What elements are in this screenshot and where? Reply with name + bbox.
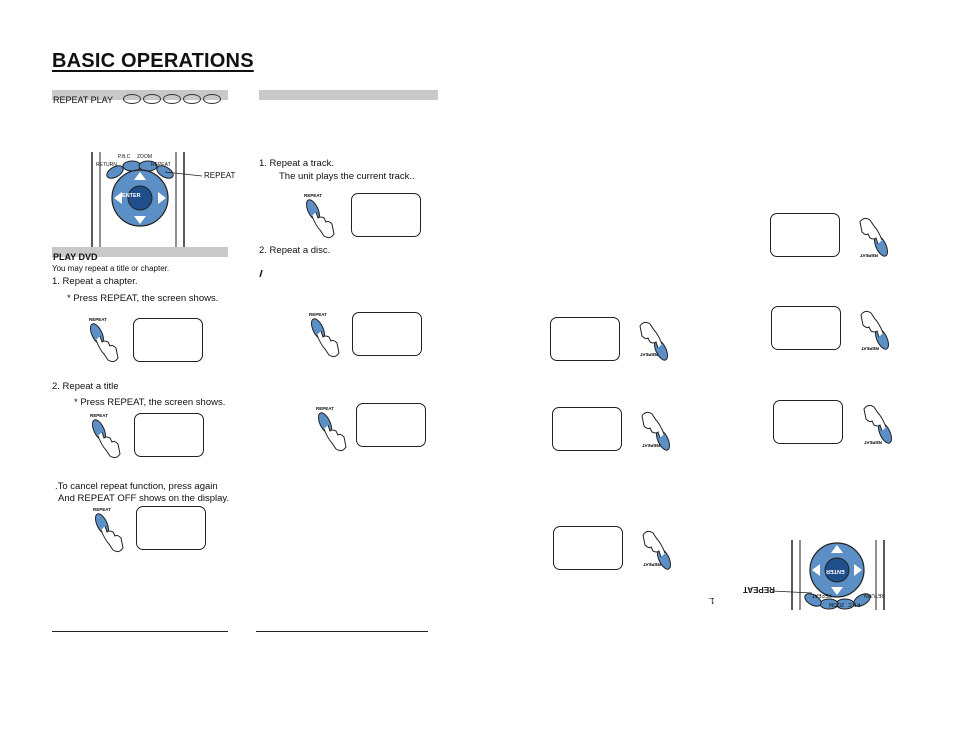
disc-icon (203, 94, 221, 104)
finger-press-icon (93, 512, 129, 556)
cd-step1: 1. Repeat a track. (259, 158, 334, 169)
display-screen (553, 526, 623, 570)
disc-type-icons (123, 94, 221, 104)
play-dvd-step2-note: * Press REPEAT, the screen shows. (74, 397, 226, 408)
play-dvd-step1-note: * Press REPEAT, the screen shows. (67, 293, 219, 304)
key-zoom-label: ZOOM (137, 154, 152, 160)
display-screen (356, 403, 426, 447)
repeat-button-label: REPEAT (643, 562, 661, 567)
display-screen (552, 407, 622, 451)
key-pbc-label: P.B.C (848, 601, 861, 607)
display-screen (133, 318, 203, 362)
repeat-button-label: REPEAT (304, 193, 322, 198)
disc-icon (123, 94, 141, 104)
page-title: BASIC OPERATIONS (52, 50, 254, 72)
finger-press-icon (88, 322, 124, 366)
finger-press-icon (854, 214, 890, 258)
callout-line (772, 580, 812, 596)
finger-press-icon (309, 317, 345, 361)
key-repeat-label: REPEAT (151, 162, 171, 168)
cancel-line-1: .To cancel repeat function, press again (55, 481, 218, 492)
finger-press-icon (858, 401, 894, 445)
repeat-button-label: REPEAT (864, 440, 882, 445)
key-pbc-label: P.B.C (118, 154, 131, 160)
finger-press-icon (90, 418, 126, 462)
repeat-button-label: REPEAT (90, 413, 108, 418)
key-return-label: RETURN (864, 592, 885, 598)
display-screen (550, 317, 620, 361)
remote-callout-label: REPEAT (204, 171, 236, 180)
repeat-button-label: REPEAT (642, 443, 660, 448)
disc-icon (183, 94, 201, 104)
cd-step2: 2. Repeat a disc. (259, 245, 331, 256)
remote-callout-label: REPEAT (743, 585, 775, 594)
play-dvd-bar (52, 247, 228, 262)
display-screen (351, 193, 421, 237)
footer-rule (52, 631, 228, 632)
repeat-button-label: REPEAT (861, 346, 879, 351)
repeat-button-label: REPEAT (309, 312, 327, 317)
key-enter-label: ENTER (826, 568, 845, 574)
key-repeat-label: REPEAT (812, 592, 832, 598)
disc-icon (143, 94, 161, 104)
key-return-label: RETURN (96, 162, 117, 168)
display-screen (136, 506, 206, 550)
cd-step1-note: The unit plays the current track.. (279, 171, 415, 182)
play-dvd-step2: 2. Repeat a title (52, 381, 119, 392)
display-screen (770, 213, 840, 257)
repeat-button-label: REPEAT (316, 406, 334, 411)
mirrored-step-mark: 1. (708, 596, 715, 605)
display-screen (134, 413, 204, 457)
play-dvd-intro: You may repeat a title or chapter. (52, 264, 170, 273)
middle-section-bar (259, 90, 438, 100)
repeat-button-label: REPEAT (89, 317, 107, 322)
play-dvd-step1: 1. Repeat a chapter. (52, 276, 138, 287)
footer-rule (256, 631, 428, 632)
repeat-button-label: REPEAT (640, 352, 658, 357)
cancel-line-2: And REPEAT OFF shows on the display. (58, 493, 230, 504)
repeat-play-bar (52, 90, 228, 105)
key-enter-label: ENTER (122, 193, 141, 199)
play-dvd-heading: PLAY DVD (53, 252, 98, 262)
repeat-button-label: REPEAT (860, 253, 878, 258)
finger-press-icon (855, 307, 891, 351)
repeat-play-label: REPEAT PLAY (53, 95, 114, 105)
finger-press-icon (316, 411, 352, 455)
remote-illustration (790, 540, 886, 610)
bullet-mark (259, 270, 263, 278)
repeat-button-label: REPEAT (93, 507, 111, 512)
finger-press-icon (304, 198, 340, 242)
display-screen (773, 400, 843, 444)
display-screen (771, 306, 841, 350)
display-screen (352, 312, 422, 356)
disc-icon (163, 94, 181, 104)
key-zoom-label: ZOOM (829, 601, 844, 607)
